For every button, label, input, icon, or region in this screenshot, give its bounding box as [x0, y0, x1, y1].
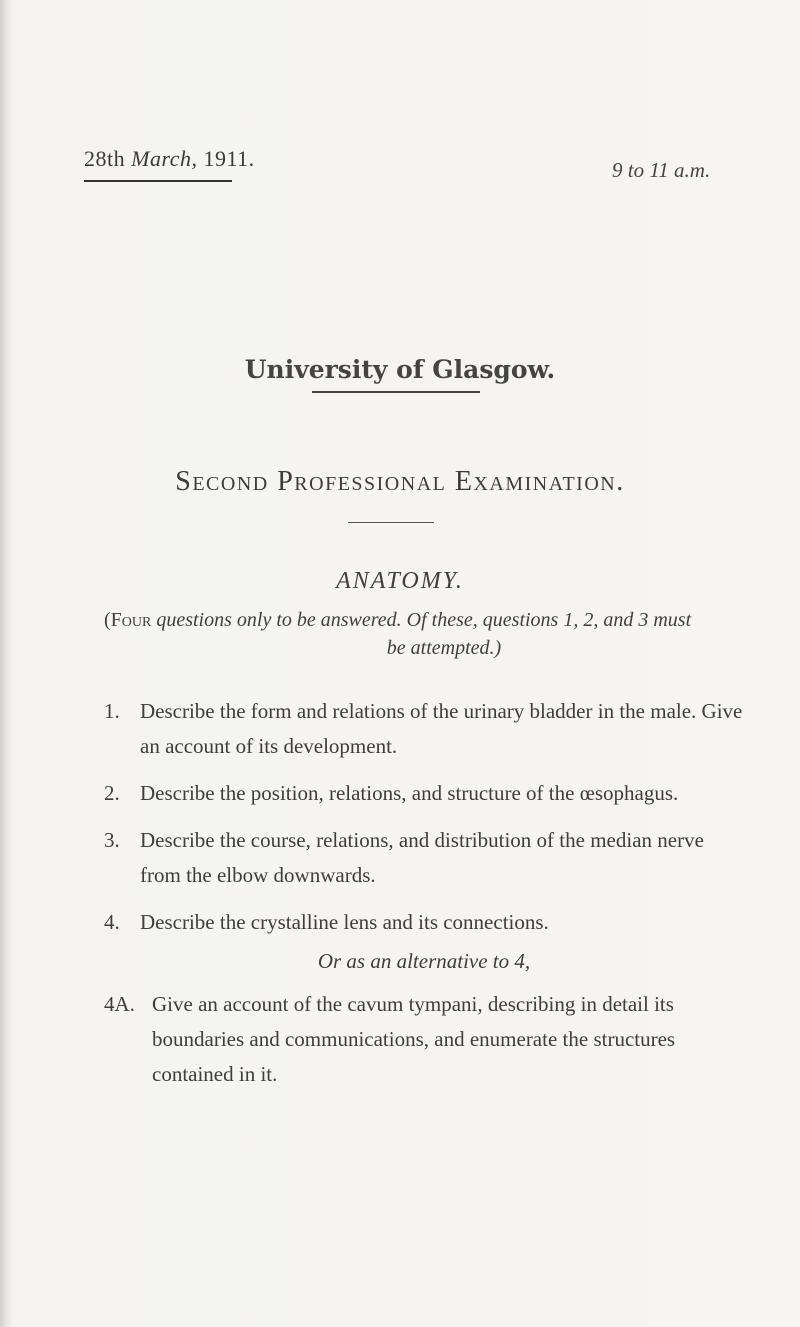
exam-date	[84, 146, 255, 172]
question-item	[104, 776, 744, 811]
question-text: Describe the crystalline lens and its connections.	[140, 910, 549, 934]
subject-heading: ANATOMY.	[336, 568, 464, 594]
instructions	[104, 606, 744, 662]
date-month: March,	[131, 146, 198, 171]
question-text: Give an account of the cavum tympani, describing in detail its boundaries and communications, and enumerate the structures contained in it.	[152, 992, 676, 1086]
question-item-alternative	[104, 987, 744, 1092]
exam-title: Second Professional Examination.	[175, 466, 625, 497]
instruction-text: questions only to be answered. Of these, questions 1, 2, and 3 must	[151, 609, 692, 631]
question-list	[104, 694, 744, 1104]
section-divider	[348, 522, 434, 523]
question-text: Describe the course, relations, and distribution of the median nerve from the elbow downwards.	[140, 828, 704, 887]
question-number: 2.	[104, 781, 120, 805]
question-item	[104, 694, 744, 764]
instruction-text-line2: be attempted.)	[386, 637, 502, 659]
exam-time: 9 to 11 a.m.	[612, 158, 711, 182]
question-number: 3.	[104, 828, 120, 852]
question-item	[104, 823, 744, 893]
instruction-lead: (Four	[104, 609, 152, 631]
university-name: University of Glasgow.	[244, 355, 556, 384]
alternative-note: Or as an alternative to 4,	[317, 949, 531, 973]
date-day: 28th	[84, 146, 126, 171]
date-underline	[84, 180, 232, 182]
question-text: Describe the form and relations of the urinary bladder in the male. Give an account of its development.	[140, 699, 743, 758]
question-item	[104, 905, 744, 940]
question-number: 1.	[104, 699, 120, 723]
university-underline	[312, 391, 480, 393]
question-number: 4A.	[104, 992, 135, 1016]
date-year: 1911.	[203, 146, 255, 171]
question-text: Describe the position, relations, and structure of the œsophagus.	[140, 781, 679, 805]
question-number: 4.	[104, 910, 120, 934]
